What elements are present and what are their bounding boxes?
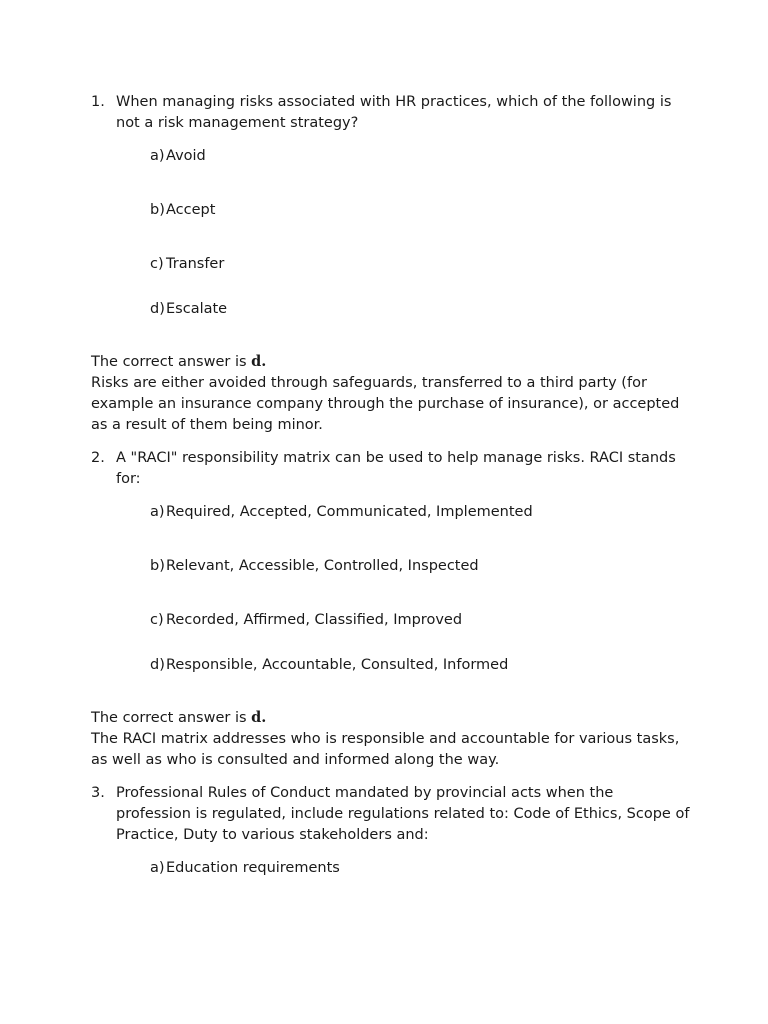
options-list — [150, 858, 691, 900]
option-letter: b) — [150, 558, 165, 574]
option-text: Accept — [166, 202, 216, 218]
option-c — [150, 254, 691, 275]
correct-answer — [91, 707, 691, 729]
option-d — [150, 299, 691, 341]
question-text: Professional Rules of Conduct mandated by provincial acts when the profession is regulated, include regulations related to: Code of Ethics, Scope of Practice, Duty to various stakeholders and: — [116, 785, 690, 843]
option-letter: c) — [150, 256, 164, 272]
option-text: Transfer — [166, 256, 225, 272]
option-text: Relevant, Accessible, Controlled, Inspected — [166, 558, 479, 574]
option-letter: d) — [150, 657, 165, 673]
option-letter: a) — [150, 504, 165, 520]
option-a — [150, 146, 691, 188]
option-a — [150, 502, 691, 544]
answer-value: d. — [251, 353, 267, 370]
option-text: Avoid — [166, 148, 206, 164]
option-d — [150, 655, 691, 697]
option-text: Education requirements — [166, 860, 340, 876]
answer-prefix: The correct answer is — [91, 354, 247, 370]
option-letter: a) — [150, 860, 165, 876]
question-2 — [91, 448, 691, 490]
option-b — [150, 556, 691, 598]
question-3 — [91, 783, 691, 846]
question-1 — [91, 92, 691, 134]
option-b — [150, 200, 691, 242]
answer-value: d. — [251, 709, 267, 726]
option-text: Recorded, Affirmed, Classified, Improved — [166, 612, 463, 628]
answer-explanation: The RACI matrix addresses who is responsible and accountable for various tasks, as well as who is consulted and informed along the way. — [91, 731, 680, 768]
correct-answer — [91, 351, 691, 373]
option-text: Escalate — [166, 301, 228, 317]
question-text: A "RACI" responsibility matrix can be used to help manage risks. RACI stands for: — [116, 450, 676, 487]
option-letter: a) — [150, 148, 165, 164]
option-letter: c) — [150, 612, 164, 628]
option-letter: b) — [150, 202, 165, 218]
option-text: Responsible, Accountable, Consulted, Informed — [166, 657, 509, 673]
answer-prefix: The correct answer is — [91, 710, 247, 726]
question-text: When managing risks associated with HR practices, which of the following is not a risk management strategy? — [116, 94, 672, 131]
options-list — [150, 502, 691, 697]
question-number: 2. — [91, 450, 105, 466]
options-list — [150, 146, 691, 341]
option-a — [150, 858, 691, 900]
option-letter: d) — [150, 301, 165, 317]
answer-explanation: Risks are either avoided through safeguards, transferred to a third party (for example an insurance company through the purchase of insurance), or accepted as a result of them being minor. — [91, 375, 680, 433]
option-c — [150, 610, 691, 631]
document-page — [91, 92, 691, 912]
question-number: 1. — [91, 94, 105, 110]
question-number: 3. — [91, 785, 105, 801]
option-text: Required, Accepted, Communicated, Implemented — [166, 504, 533, 520]
